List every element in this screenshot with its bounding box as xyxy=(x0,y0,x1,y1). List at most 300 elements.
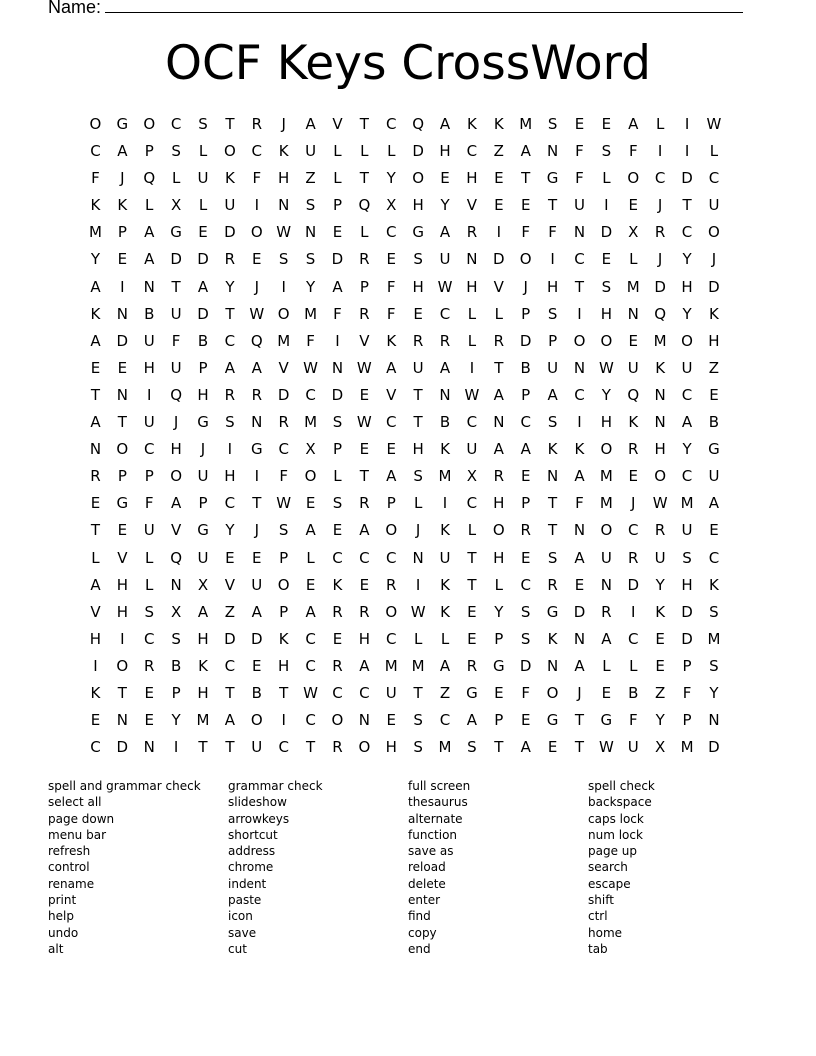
grid-letter: K xyxy=(709,304,719,323)
grid-letter: S xyxy=(278,521,289,540)
grid-letter: A xyxy=(144,223,155,242)
grid-letter: D xyxy=(600,223,613,242)
grid-letter: A xyxy=(224,711,236,730)
grid-letter: A xyxy=(305,115,316,133)
grid-letter: X xyxy=(386,196,397,215)
grid-letter: C xyxy=(466,494,478,513)
grid-letter: A xyxy=(224,358,236,377)
grid-letter: Y xyxy=(655,711,665,730)
grid-letter: E xyxy=(359,575,370,594)
grid-letter: Y xyxy=(682,304,692,323)
grid-letter: R xyxy=(493,467,505,486)
grid-letter: L xyxy=(306,548,315,567)
grid-letter: E xyxy=(520,548,531,567)
word-list-item: page down xyxy=(48,811,115,826)
grid-letter: U xyxy=(170,304,182,323)
grid-letter: C xyxy=(305,656,316,675)
grid-letter: V xyxy=(466,196,478,215)
grid-letter: O xyxy=(708,223,720,242)
grid-letter: E xyxy=(413,304,423,323)
grid-letter: S xyxy=(144,602,154,621)
grid-letter: O xyxy=(358,738,371,757)
grid-letter: K xyxy=(278,629,289,648)
grid-letter: Y xyxy=(225,521,235,540)
grid-letter: U xyxy=(305,142,317,161)
grid-letter: O xyxy=(519,250,532,269)
grid-letter: N xyxy=(89,440,102,459)
grid-letter: T xyxy=(305,738,316,757)
grid-letter: T xyxy=(225,115,235,133)
grid-letter: P xyxy=(521,385,531,404)
grid-letter: R xyxy=(332,656,343,675)
grid-letter: H xyxy=(143,358,155,377)
word-list-item: page up xyxy=(588,844,638,859)
grid-letter: E xyxy=(574,575,585,594)
grid-letter: G xyxy=(116,115,129,133)
grid-letter: U xyxy=(251,738,263,757)
grid-letter: P xyxy=(494,629,504,648)
grid-letter: N xyxy=(573,223,586,242)
grid-letter: N xyxy=(439,385,451,404)
grid-letter: H xyxy=(600,413,612,432)
grid-letter: W xyxy=(437,277,453,296)
grid-letter: A xyxy=(439,656,451,675)
grid-letter: E xyxy=(628,196,638,215)
grid-letter: W xyxy=(464,385,480,404)
grid-letter: F xyxy=(575,169,584,188)
grid-letter: C xyxy=(224,331,236,350)
grid-letter: O xyxy=(143,115,156,133)
grid-letter: A xyxy=(386,467,397,486)
grid-letter: T xyxy=(467,575,477,594)
grid-letter: U xyxy=(681,358,693,377)
grid-letter: G xyxy=(250,440,263,459)
grid-letter: F xyxy=(386,304,396,323)
grid-letter: N xyxy=(546,656,559,675)
grid-letter: T xyxy=(413,385,423,404)
grid-letter: R xyxy=(251,115,262,133)
grid-letter: R xyxy=(520,521,531,540)
grid-letter: I xyxy=(120,629,125,648)
grid-letter: S xyxy=(278,250,289,269)
grid-letter: T xyxy=(413,683,423,702)
word-list-item: delete xyxy=(408,876,446,891)
grid-letter: F xyxy=(252,169,262,188)
grid-letter: C xyxy=(359,683,370,702)
word-list-item: indent xyxy=(228,876,267,891)
grid-letter: A xyxy=(574,656,585,675)
grid-letter: Q xyxy=(358,196,371,215)
grid-letter: I xyxy=(281,277,286,296)
word-list-item: full screen xyxy=(408,779,471,793)
grid-letter: T xyxy=(359,169,369,188)
word-list-item: arrowkeys xyxy=(228,811,290,826)
grid-letter: S xyxy=(413,250,423,269)
grid-letter: G xyxy=(170,223,182,242)
grid-letter: I xyxy=(604,196,609,215)
grid-letter: M xyxy=(653,331,667,350)
grid-letter: A xyxy=(359,521,370,540)
grid-letter: M xyxy=(438,738,452,757)
grid-letter: T xyxy=(574,738,585,757)
word-list-item: find xyxy=(408,909,431,924)
grid-letter: R xyxy=(359,304,370,323)
grid-letter: M xyxy=(384,656,398,675)
grid-letter: U xyxy=(385,683,397,702)
grid-letter: R xyxy=(359,250,370,269)
grid-letter: Y xyxy=(494,602,504,621)
grid-letter: W xyxy=(706,115,722,133)
grid-letter: U xyxy=(681,521,693,540)
grid-letter: H xyxy=(493,548,505,567)
grid-letter: U xyxy=(547,358,559,377)
grid-letter: Z xyxy=(439,683,451,702)
grid-letter: K xyxy=(547,440,558,459)
grid-letter: T xyxy=(682,196,692,215)
grid-letter: O xyxy=(412,169,425,188)
grid-letter: D xyxy=(277,385,290,404)
grid-letter: C xyxy=(520,413,531,432)
grid-letter: O xyxy=(600,440,613,459)
grid-letter: O xyxy=(600,521,613,540)
grid-letter: C xyxy=(305,711,316,730)
word-list-item: function xyxy=(408,827,458,842)
grid-letter: U xyxy=(654,548,666,567)
grid-letter: C xyxy=(520,575,531,594)
grid-letter: L xyxy=(467,304,477,323)
grid-letter: M xyxy=(519,115,533,133)
grid-letter: B xyxy=(708,413,720,432)
grid-letter: C xyxy=(466,413,478,432)
grid-letter: K xyxy=(90,683,101,702)
grid-letter: R xyxy=(224,250,236,269)
name-field xyxy=(48,0,743,18)
grid-letter: Y xyxy=(90,250,101,269)
grid-letter: L xyxy=(655,115,665,133)
grid-letter: K xyxy=(655,602,666,621)
grid-letter: R xyxy=(332,602,343,621)
grid-letter: X xyxy=(466,467,478,486)
grid-letter: Z xyxy=(305,169,316,188)
grid-letter: E xyxy=(198,223,208,242)
grid-letter: N xyxy=(331,358,344,377)
grid-letter: J xyxy=(254,277,259,296)
grid-letter: A xyxy=(90,413,101,432)
grid-letter: Y xyxy=(682,250,692,269)
grid-letter: Q xyxy=(412,115,425,133)
grid-letter: G xyxy=(546,602,559,621)
grid-letter: S xyxy=(601,142,612,161)
grid-letter: I xyxy=(254,196,259,215)
grid-letter: R xyxy=(466,656,478,675)
grid-letter: K xyxy=(466,115,477,133)
grid-letter: T xyxy=(252,494,262,513)
grid-letter: M xyxy=(707,629,721,648)
grid-letter: D xyxy=(654,277,666,296)
grid-letter: R xyxy=(439,331,451,350)
grid-letter: N xyxy=(493,413,505,432)
grid-letter: T xyxy=(548,494,558,513)
grid-letter: H xyxy=(546,277,559,296)
grid-letter: H xyxy=(466,277,478,296)
grid-letter: C xyxy=(574,385,585,404)
grid-letter: T xyxy=(494,738,504,757)
grid-letter: B xyxy=(628,683,639,702)
grid-letter: I xyxy=(577,413,582,432)
grid-letter: H xyxy=(654,440,666,459)
grid-letter: T xyxy=(90,521,101,540)
grid-letter: J xyxy=(657,196,663,215)
grid-letter: P xyxy=(117,223,127,242)
grid-letter: H xyxy=(170,440,182,459)
grid-letter: C xyxy=(681,467,693,486)
grid-letter: A xyxy=(170,494,182,513)
grid-letter: X xyxy=(305,440,316,459)
grid-letter: J xyxy=(254,521,259,540)
grid-letter: A xyxy=(493,385,504,404)
grid-letter: K xyxy=(278,142,289,161)
grid-letter: T xyxy=(413,413,423,432)
grid-letter: L xyxy=(198,196,208,215)
grid-letter: A xyxy=(681,413,693,432)
grid-letter: O xyxy=(627,169,640,188)
grid-letter: A xyxy=(197,602,209,621)
word-list-item: reload xyxy=(408,860,446,875)
grid-letter: S xyxy=(682,548,692,567)
grid-letter: L xyxy=(494,304,503,323)
grid-letter: R xyxy=(224,385,236,404)
grid-letter: I xyxy=(684,115,690,133)
grid-letter: C xyxy=(386,223,397,242)
grid-letter: D xyxy=(708,277,720,296)
grid-letter: M xyxy=(599,494,613,513)
grid-letter: E xyxy=(225,548,235,567)
grid-letter: D xyxy=(708,738,720,757)
grid-letter: S xyxy=(547,115,558,133)
grid-letter: T xyxy=(90,385,101,404)
grid-letter: Q xyxy=(170,385,183,404)
puzzle-title: OCF Keys CrossWord xyxy=(164,36,652,91)
grid-letter: E xyxy=(520,467,531,486)
grid-letter: Z xyxy=(708,358,720,377)
grid-letter: C xyxy=(628,521,639,540)
grid-letter: L xyxy=(467,331,477,350)
grid-letter: Q xyxy=(170,548,183,567)
grid-letter: S xyxy=(413,711,423,730)
grid-letter: H xyxy=(385,738,397,757)
grid-letter: N xyxy=(573,629,586,648)
grid-letter: J xyxy=(631,494,636,513)
grid-letter: T xyxy=(198,738,208,757)
name-label: Name: xyxy=(48,0,102,17)
grid-letter: X xyxy=(170,196,182,215)
grid-letter: R xyxy=(332,738,343,757)
grid-letter: G xyxy=(197,521,209,540)
grid-letter: V xyxy=(332,115,343,133)
grid-letter: V xyxy=(224,575,236,594)
grid-letter: L xyxy=(145,548,154,567)
grid-letter: S xyxy=(171,142,181,161)
grid-letter: R xyxy=(601,602,612,621)
grid-letter: L xyxy=(360,142,369,161)
word-list-item: enter xyxy=(408,893,441,908)
grid-letter: E xyxy=(386,250,396,269)
grid-letter: F xyxy=(333,304,342,323)
grid-letter: W xyxy=(303,683,318,702)
grid-letter: M xyxy=(277,331,291,350)
grid-letter: U xyxy=(224,196,236,215)
grid-letter: K xyxy=(440,575,450,594)
grid-letter: T xyxy=(225,738,235,757)
grid-letter: K xyxy=(709,575,719,594)
grid-letter: E xyxy=(601,250,612,269)
grid-letter: Z xyxy=(224,602,236,621)
grid-letter: F xyxy=(575,142,584,161)
grid-letter: D xyxy=(627,575,640,594)
grid-letter: C xyxy=(90,738,101,757)
grid-letter: O xyxy=(250,711,263,730)
word-list-item: thesaurus xyxy=(408,795,468,810)
grid-letter: O xyxy=(304,467,317,486)
grid-letter: U xyxy=(573,196,585,215)
grid-letter: R xyxy=(654,223,666,242)
grid-letter: N xyxy=(251,413,263,432)
grid-letter: H xyxy=(89,629,102,648)
grid-letter: W xyxy=(356,358,372,377)
grid-letter: S xyxy=(547,304,558,323)
grid-letter: B xyxy=(197,331,209,350)
grid-letter: E xyxy=(494,683,504,702)
grid-letter: R xyxy=(359,494,370,513)
grid-letter: P xyxy=(332,440,342,459)
grid-letter: G xyxy=(600,711,613,730)
grid-letter: K xyxy=(655,358,666,377)
grid-letter: R xyxy=(493,331,505,350)
grid-letter: R xyxy=(654,521,666,540)
grid-letter: Y xyxy=(601,385,611,404)
grid-letter: H xyxy=(224,467,236,486)
grid-letter: C xyxy=(170,115,182,133)
grid-letter: F xyxy=(682,683,692,702)
grid-letter: F xyxy=(548,223,557,242)
grid-letter: O xyxy=(170,467,183,486)
grid-letter: Y xyxy=(171,711,181,730)
grid-letter: A xyxy=(305,602,316,621)
grid-letter: A xyxy=(251,358,262,377)
grid-letter: X xyxy=(170,602,182,621)
grid-letter: L xyxy=(171,169,181,188)
grid-letter: I xyxy=(496,223,502,242)
grid-letter: I xyxy=(469,358,475,377)
grid-letter: U xyxy=(708,467,720,486)
grid-letter: E xyxy=(90,358,101,377)
grid-letter: A xyxy=(439,223,451,242)
grid-letter: Q xyxy=(250,331,263,350)
grid-letter: U xyxy=(197,548,209,567)
grid-letter: R xyxy=(90,467,101,486)
word-list-item: icon xyxy=(228,909,253,924)
word-list-item: shift xyxy=(588,893,614,908)
grid-letter: A xyxy=(601,629,612,648)
grid-letter: A xyxy=(386,358,397,377)
grid-letter: F xyxy=(628,711,638,730)
grid-letter: L xyxy=(91,548,100,567)
grid-letter: C xyxy=(90,142,101,161)
grid-letter: U xyxy=(197,467,209,486)
grid-letter: N xyxy=(573,358,586,377)
grid-letter: W xyxy=(276,494,292,513)
grid-letter: P xyxy=(494,711,504,730)
word-list-item: spell check xyxy=(588,779,655,793)
grid-letter: G xyxy=(492,656,505,675)
grid-letter: D xyxy=(170,250,182,269)
grid-letter: E xyxy=(601,683,612,702)
grid-letter: H xyxy=(600,304,612,323)
grid-letter: C xyxy=(359,548,370,567)
grid-letter: E xyxy=(144,683,154,702)
grid-letter: Y xyxy=(682,440,692,459)
grid-letter: T xyxy=(225,304,235,323)
grid-letter: O xyxy=(385,521,398,540)
grid-letter: U xyxy=(412,358,424,377)
grid-letter: I xyxy=(281,711,286,730)
grid-letter: C xyxy=(439,304,451,323)
grid-letter: C xyxy=(224,494,236,513)
grid-letter: C xyxy=(305,629,316,648)
grid-letter: A xyxy=(251,602,262,621)
grid-letter: H xyxy=(116,575,128,594)
grid-letter: C xyxy=(386,115,397,133)
grid-letter: O xyxy=(277,575,290,594)
grid-letter: O xyxy=(89,115,102,133)
grid-letter: S xyxy=(332,413,343,432)
grid-letter: L xyxy=(198,142,208,161)
grid-letter: H xyxy=(278,169,290,188)
grid-letter: R xyxy=(359,602,370,621)
word-list xyxy=(48,778,768,957)
grid-letter: N xyxy=(116,304,128,323)
grid-letter: D xyxy=(681,602,693,621)
grid-letter: L xyxy=(413,494,423,513)
grid-letter: U xyxy=(197,169,209,188)
grid-letter: I xyxy=(227,440,233,459)
grid-letter: W xyxy=(276,223,292,242)
word-list-item: copy xyxy=(408,925,437,940)
grid-letter: E xyxy=(305,575,316,594)
grid-letter: O xyxy=(492,521,505,540)
word-list-item: chrome xyxy=(228,860,274,875)
grid-letter: N xyxy=(143,738,155,757)
grid-letter: E xyxy=(520,711,531,730)
grid-letter: K xyxy=(90,304,101,323)
grid-letter: H xyxy=(466,169,478,188)
grid-letter: K xyxy=(332,575,343,594)
grid-letter: P xyxy=(332,196,342,215)
grid-letter: E xyxy=(709,521,719,540)
grid-letter: T xyxy=(467,548,477,567)
grid-letter: P xyxy=(171,683,181,702)
grid-letter: K xyxy=(547,629,558,648)
grid-letter: E xyxy=(117,250,128,269)
word-list-item: menu bar xyxy=(48,827,107,842)
grid-letter: P xyxy=(117,467,127,486)
grid-letter: C xyxy=(574,250,585,269)
word-list-item: print xyxy=(48,893,77,908)
grid-letter: P xyxy=(144,467,154,486)
grid-letter: H xyxy=(197,385,209,404)
grid-letter: D xyxy=(493,250,505,269)
grid-letter: I xyxy=(631,602,636,621)
